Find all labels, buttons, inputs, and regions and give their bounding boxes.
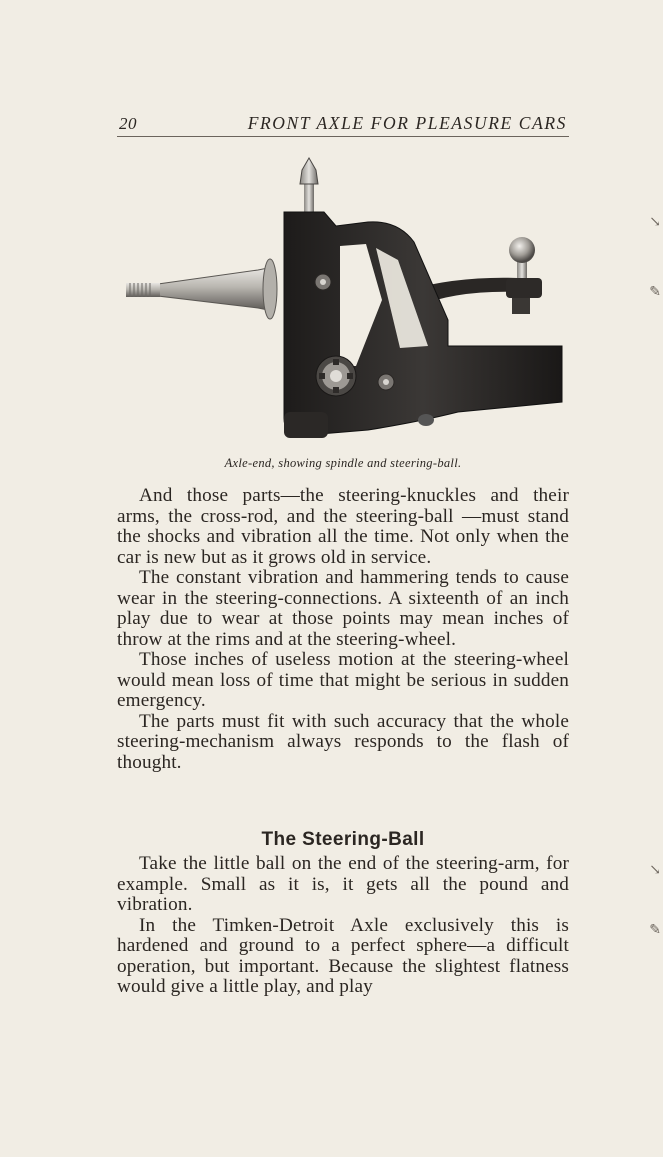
figure-caption: Axle-end, showing spindle and steering-ball. xyxy=(224,456,462,470)
axle-end-illustration-icon xyxy=(118,150,568,450)
running-head: FRONT AXLE FOR PLEASURE CARS xyxy=(247,113,567,133)
edge-mark-icon: ✎ xyxy=(649,923,661,938)
section-heading: The Steering-Ball xyxy=(261,829,425,850)
paragraph: The parts must fit with such accuracy that the whole steering-mechanism always responds to the flash of thought. xyxy=(117,710,569,773)
paragraph: In the Timken-Detroit Axle exclusively this is hardened and ground to a perfect sphere—a difficult operation, but important. Because the slightest flatness would give a little play, and play xyxy=(117,914,569,997)
paragraph: Those inches of useless motion at the steering-wheel would mean loss of time that might be serious in sudden emergency. xyxy=(117,649,569,711)
edge-mark-icon: ✎ xyxy=(649,285,661,300)
body-text-section-1 xyxy=(117,486,569,773)
paragraph: The constant vibration and hammering tends to cause wear in the steering-connections. A sixteenth of an inch play due to wear at those points may mean inches of throw at the rims and at the steering-wheel. xyxy=(117,567,569,650)
paragraph: And those parts—the steering-knuckles and their arms, the cross-rod, and the steering-ball —must stand the shocks and vibration all the time. Not only when the car is new but as it grows old in service. xyxy=(117,485,569,568)
body-text-section-2 xyxy=(117,854,569,998)
page-number: 20 xyxy=(119,114,137,133)
edge-mark-icon: ↘ xyxy=(649,863,661,878)
page-header xyxy=(117,112,569,137)
paragraph: Take the little ball on the end of the steering-arm, for example. Small as it is, it gets all the pound and vibration. xyxy=(117,853,569,915)
edge-mark-icon: ↘ xyxy=(649,215,661,230)
